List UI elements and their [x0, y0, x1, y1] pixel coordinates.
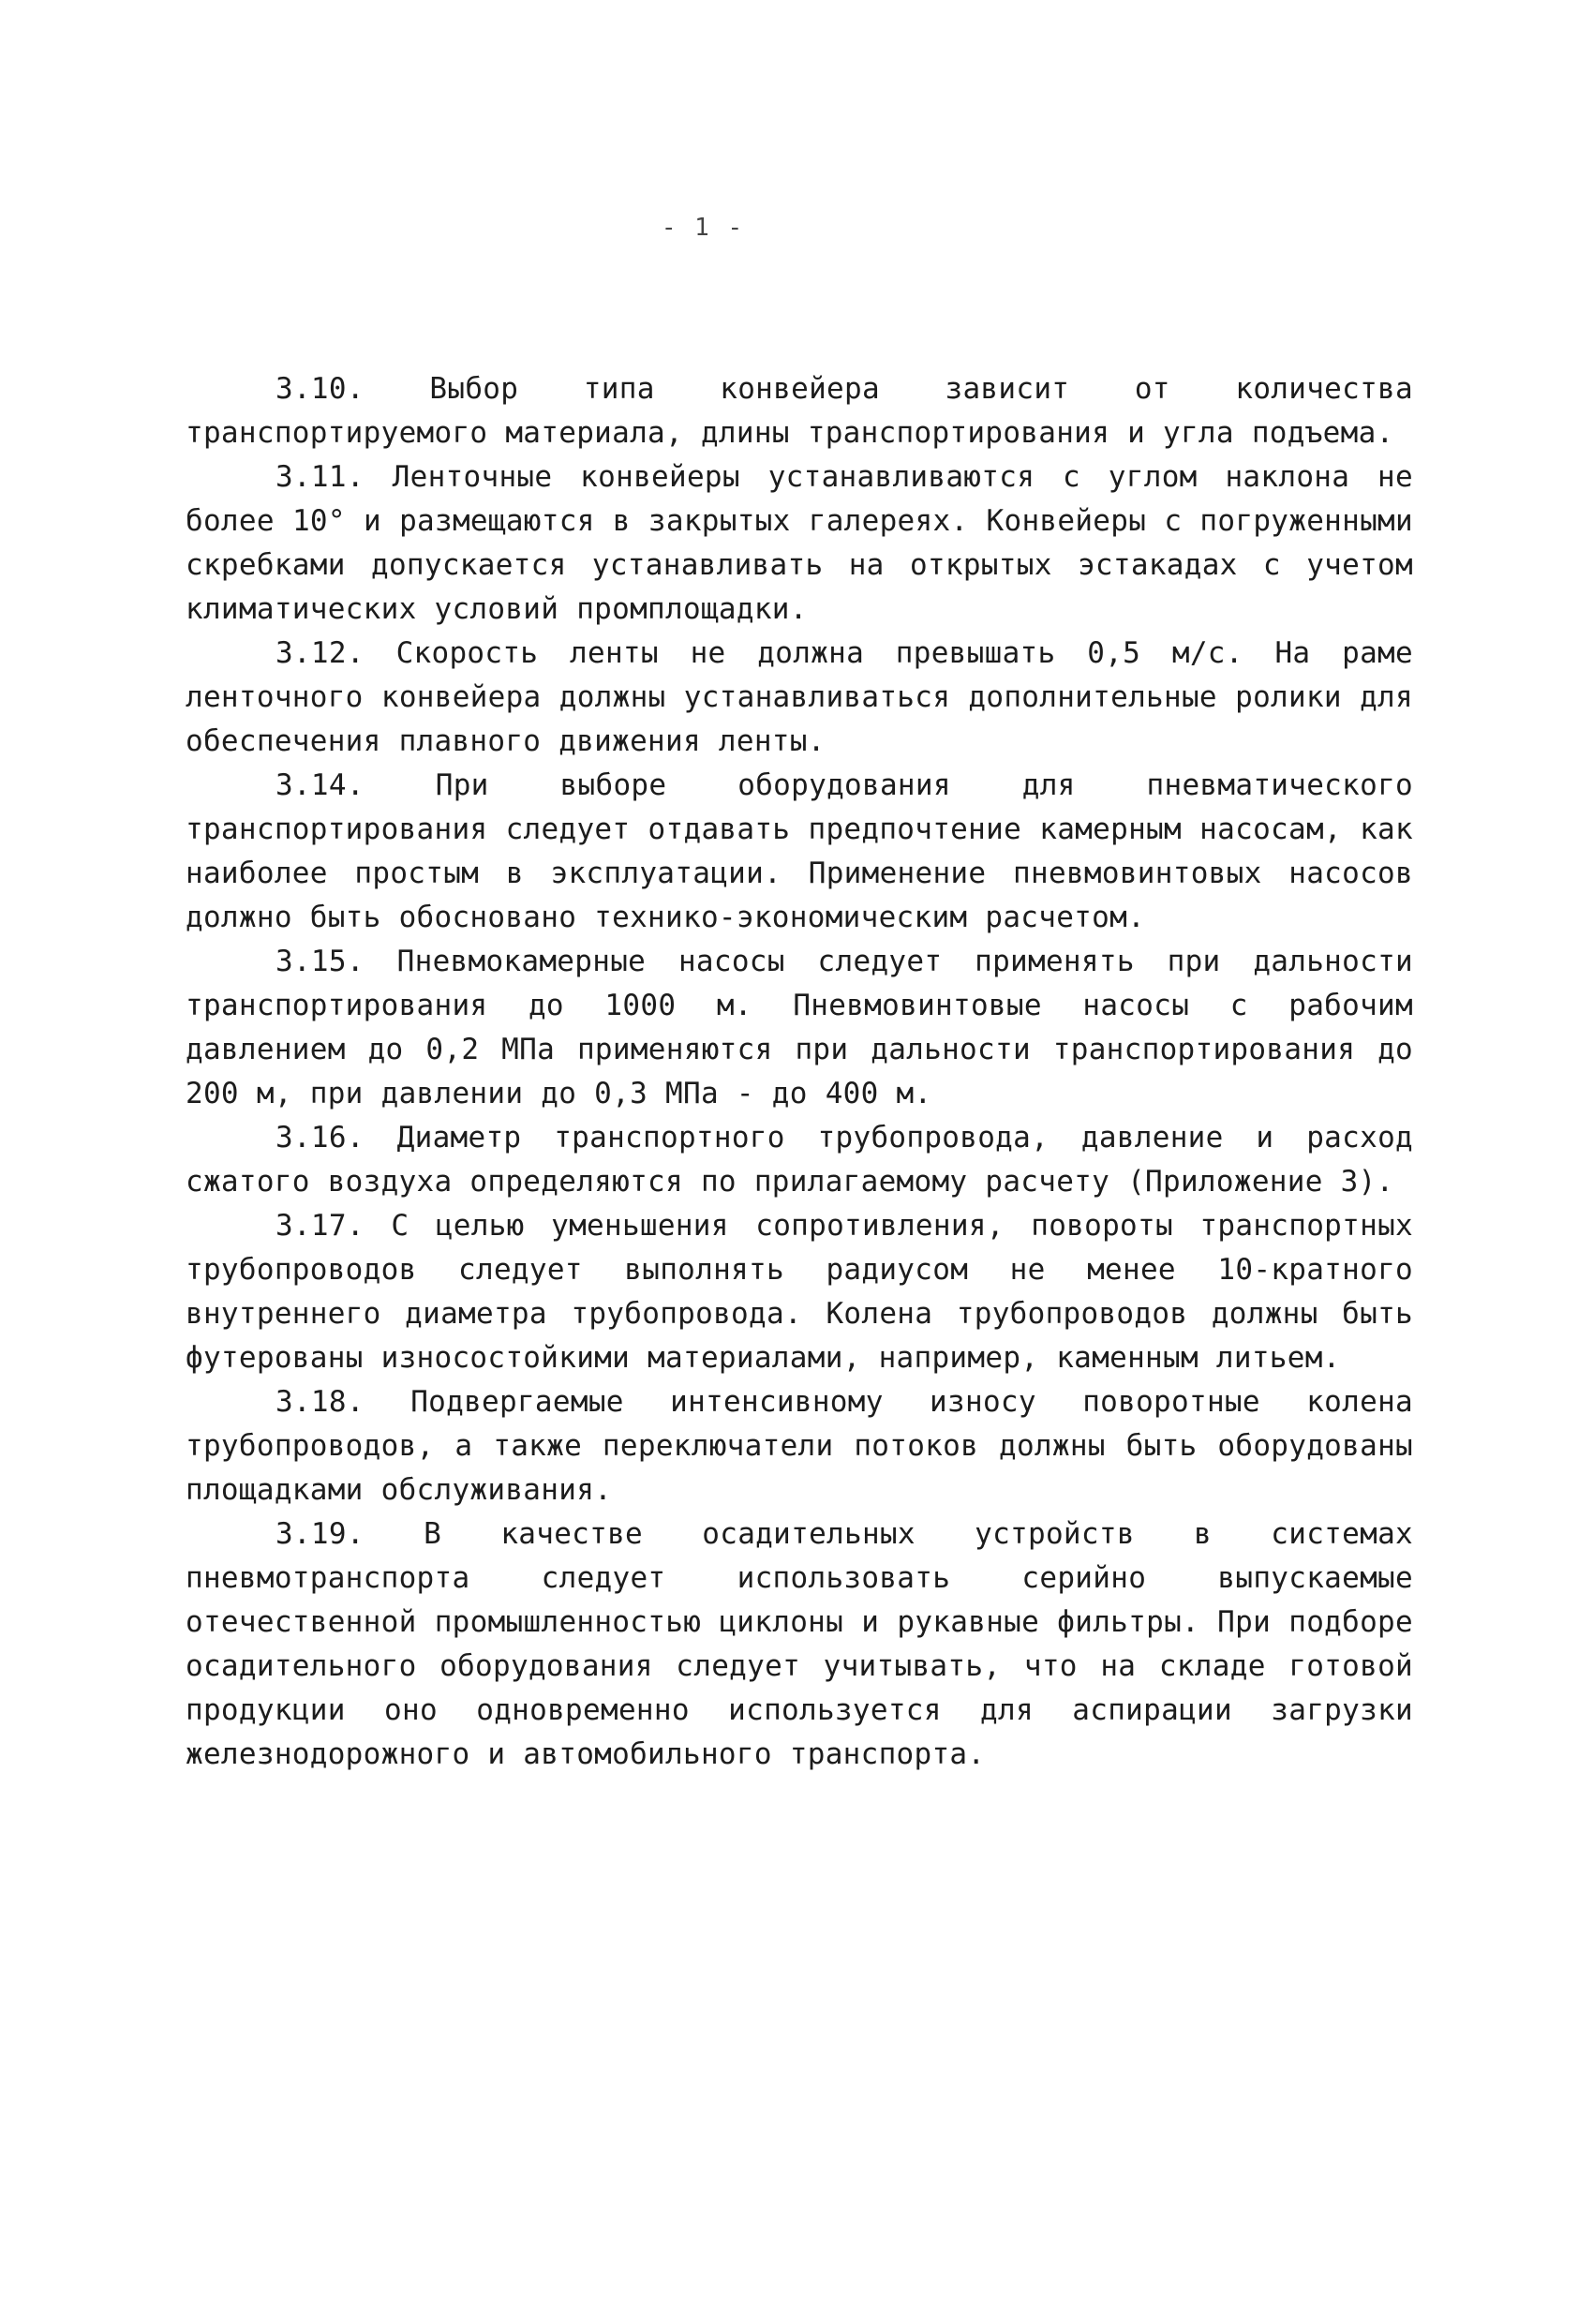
paragraph-3-14: 3.14. При выборе оборудования для пневматического транспортирования следует отдавать предпочтение камерным насосам, как наиболее простым в эксплуатации. Применение пневмовинтовых насосов должно быть обосновано технико-экономическим расчетом.: [186, 768, 1413, 934]
paragraph-3-11: 3.11. Ленточные конвейеры устанавливаются с углом наклона не более 10° и размещаются в закрытых галереях. Конвейеры с погруженными скребками допускается устанавливать на открытых эстакадах с учетом климатических условий промплощадки.: [186, 460, 1413, 626]
page-number: - 1 -: [661, 214, 745, 242]
paragraph-3-10: 3.10. Выбор типа конвейера зависит от количества транспортируемого материала, длины транспортирования и угла подъема.: [186, 372, 1413, 450]
paragraph-3-19: 3.19. В качестве осадительных устройств в системах пневмотранспорта следует использовать серийно выпускаемые отечественной промышленностью циклоны и рукавные фильтры. При подборе осадительного оборудования следует учитывать, что на складе готовой продукции оно одновременно используется для аспирации загрузки железнодорожного и автомобильного транспорта.: [186, 1517, 1413, 1771]
paragraph-3-15: 3.15. Пневмокамерные насосы следует применять при дальности транспортирования до 1000 м. Пневмовинтовые насосы с рабочим давлением до 0,2 МПа применяются при дальности транспортирования до 200 м, при давлении до 0,3 МПа - до 400 м.: [186, 945, 1413, 1110]
document-body: [186, 367, 1413, 1777]
paragraph-3-16: 3.16. Диаметр транспортного трубопровода, давление и расход сжатого воздуха определяются по прилагаемому расчету (Приложение 3).: [186, 1121, 1413, 1199]
paragraph-3-17: 3.17. С целью уменьшения сопротивления, повороты транспортных трубопроводов следует выполнять радиусом не менее 10-кратного внутреннего диаметра трубопровода. Колена трубопроводов должны быть футерованы износостойкими материалами, например, каменным литьем.: [186, 1209, 1413, 1375]
paragraph-3-12: 3.12. Скорость ленты не должна превышать 0,5 м/с. На раме ленточного конвейера должны устанавливаться дополнительные ролики для обеспечения плавного движения ленты.: [186, 636, 1413, 758]
paragraph-3-18: 3.18. Подвергаемые интенсивному износу поворотные колена трубопроводов, а также переключатели потоков должны быть оборудованы площадками обслуживания.: [186, 1385, 1413, 1507]
